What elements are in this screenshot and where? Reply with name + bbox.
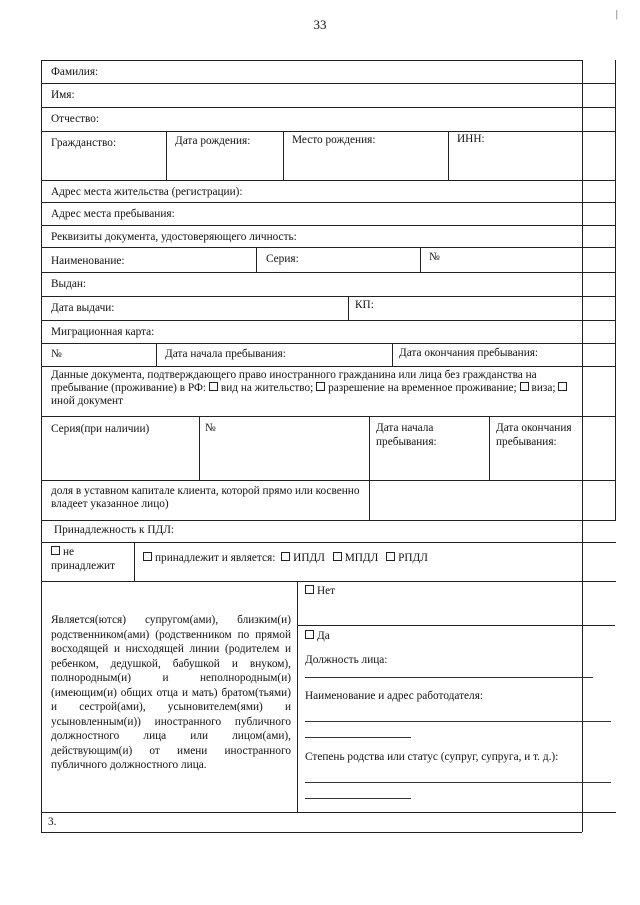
no-label: Нет: [317, 585, 336, 597]
rs-start-label-1: Дата начала: [376, 422, 434, 434]
hline: [41, 247, 616, 248]
doc-number-label: №: [429, 251, 440, 263]
first-name-label: Имя:: [51, 89, 75, 101]
hline: [41, 416, 616, 417]
hline: [41, 107, 616, 108]
not-belongs-label-2: принадлежит: [51, 560, 115, 572]
hline: [41, 131, 616, 132]
vline: [489, 416, 490, 480]
vline: [448, 131, 449, 180]
page-number: 33: [313, 17, 327, 32]
kinship-line-1: [305, 782, 611, 783]
ipdl-label: ИПДЛ: [293, 552, 325, 564]
pdl-not-belongs: [51, 546, 74, 559]
relation-description: Является(ются) супругом(ами), близким(и) родственником(ами) (родственником по прямой восходящей и нисходящей линии (родителем и ребенком, дедушкой, бабушкой и внуком), полнородным(и) и неполнородным(и) (имеющим(и) общих отца и мать) братом(тьями) и сестрой(ами), усыновителем(ями) и усыновленным(и)) иностранного публичного должностного лица или лицом(ами), действующим(и) от имени иностранного публичного должностного лица.: [51, 614, 291, 771]
position-line: [305, 677, 593, 678]
hline: [41, 366, 616, 367]
kp-label: КП:: [355, 299, 374, 311]
vline: [256, 247, 257, 272]
checkbox-other-document[interactable]: [558, 382, 567, 391]
doc-name-label: Наименование:: [51, 255, 125, 267]
vline: [420, 247, 421, 272]
vline: [134, 542, 135, 581]
pdl-title: Принадлежность к ПДЛ:: [54, 524, 174, 536]
checkbox-rpdl[interactable]: [386, 552, 395, 561]
doc-series-label: Серия:: [266, 253, 299, 265]
next-section-number: 3.: [48, 816, 57, 828]
checkbox-visa[interactable]: [520, 382, 529, 391]
opt-other-label: иной документ: [51, 395, 123, 407]
migration-card-label: Миграционная карта:: [51, 326, 155, 338]
hline: [41, 812, 616, 813]
not-belongs-label-1: не: [63, 546, 75, 558]
vline: [348, 296, 349, 320]
checkbox-not-belongs[interactable]: [51, 546, 60, 555]
opt-temp-label: разрешение на временное проживание;: [328, 382, 517, 394]
hline: [41, 480, 616, 481]
hline: [41, 272, 616, 273]
patronymic-label: Отчество:: [51, 113, 100, 125]
mc-number-label: №: [51, 348, 62, 360]
hline: [41, 320, 616, 321]
id-document-label: Реквизиты документа, удостоверяющего личность:: [51, 231, 297, 243]
yes-label: Да: [317, 630, 330, 642]
hline: [297, 625, 615, 626]
pdl-no-option: [305, 585, 335, 598]
mc-stay-end-label: Дата окончания пребывания:: [399, 347, 539, 359]
mc-stay-start-label: Дата начала пребывания:: [165, 348, 286, 360]
hline: [41, 832, 582, 833]
birth-place-label: Место рождения:: [292, 134, 376, 146]
checkbox-yes[interactable]: [305, 630, 314, 639]
opt-residence-label: вид на жительство;: [220, 382, 314, 394]
pdl-belongs-row: [143, 552, 428, 565]
surname-label: Фамилия:: [51, 66, 99, 78]
stay-address-label: Адрес места пребывания:: [51, 208, 175, 220]
employer-line-2: [305, 737, 411, 738]
checkbox-temporary-residence[interactable]: [316, 382, 325, 391]
hline: [41, 520, 616, 521]
hline: [41, 202, 616, 203]
hline: [41, 343, 616, 344]
hline: [41, 225, 616, 226]
vline: [297, 581, 298, 812]
vline: [166, 131, 167, 180]
employer-label: Наименование и адрес работодателя:: [305, 690, 484, 702]
capital-share-label: доля в уставном капитале клиента, которой прямо или косвенно владеет указанное лицо): [51, 485, 360, 510]
vline: [369, 416, 370, 520]
corner-mark: |: [615, 8, 618, 20]
hline: [41, 581, 616, 582]
hline: [41, 542, 616, 543]
checkbox-no[interactable]: [305, 585, 314, 594]
border-left: [41, 60, 42, 832]
pdl-yes-option: [305, 630, 330, 643]
birth-date-label: Дата рождения:: [175, 135, 251, 147]
employer-line-1: [305, 721, 611, 722]
issued-by-label: Выдан:: [51, 278, 87, 290]
kinship-line-2: [305, 798, 411, 799]
vline: [392, 343, 393, 366]
rs-end-label-1: Дата окончания: [496, 422, 572, 434]
checkbox-ipdl[interactable]: [281, 552, 290, 561]
citizenship-label: Гражданство:: [51, 137, 117, 149]
rs-start-label-2: пребывания:: [376, 436, 437, 448]
vline: [156, 343, 157, 366]
hline: [41, 83, 616, 84]
hline: [41, 180, 616, 181]
checkbox-belongs[interactable]: [143, 552, 152, 561]
rs-end-label-2: пребывания:: [496, 436, 557, 448]
belongs-label: принадлежит и является:: [155, 552, 276, 564]
residence-address-label: Адрес места жительства (регистрации):: [51, 186, 243, 198]
kinship-label: Степень родства или статус (супруг, супруга, и т. д.):: [305, 751, 559, 763]
border-inner-right: [582, 60, 583, 832]
client-form: [37, 60, 616, 832]
mpdl-label: МПДЛ: [344, 552, 379, 564]
checkbox-mpdl[interactable]: [333, 552, 342, 561]
rs-series-label: Серия(при наличии): [51, 423, 150, 435]
position-label: Должность лица:: [305, 654, 388, 666]
vline: [283, 131, 284, 180]
right-to-stay-block: [51, 369, 581, 408]
vline: [199, 416, 200, 480]
inn-label: ИНН:: [457, 133, 485, 145]
rpdl-label: РПДЛ: [398, 552, 428, 564]
issue-date-label: Дата выдачи:: [51, 302, 115, 314]
right-to-stay-text: Данные документа, подтверждающего право иностранного гражданина или лица без гражданства на пребывание (проживание) в РФ:: [51, 369, 537, 394]
opt-visa-label: виза;: [531, 382, 556, 394]
checkbox-residence-permit[interactable]: [209, 382, 218, 391]
hline: [41, 296, 616, 297]
border-outer-right: [615, 60, 616, 520]
rs-number-label: №: [205, 422, 216, 434]
hline: [41, 60, 582, 61]
